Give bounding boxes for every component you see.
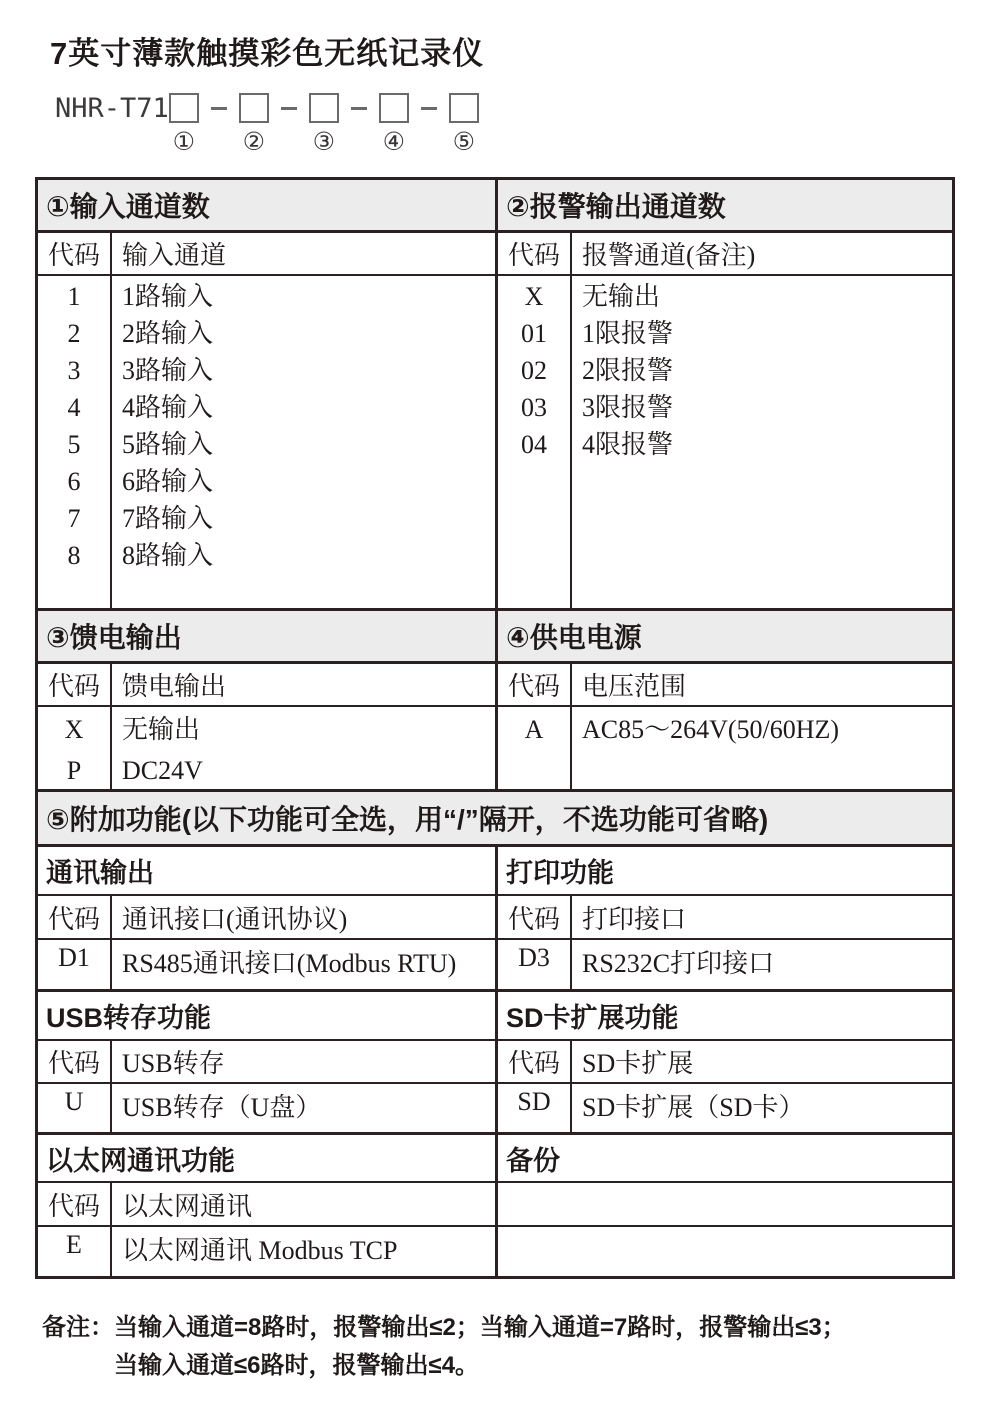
model-slot-1 <box>169 93 199 155</box>
dash-separator <box>211 107 227 110</box>
section2-columns <box>495 233 952 274</box>
code-cell: 04 <box>521 430 547 459</box>
desc-column-header: 馈电输出 <box>122 672 227 701</box>
code-cell: U <box>38 1084 112 1132</box>
desc-column-header: SD卡扩展 <box>582 1049 694 1078</box>
print-columns <box>495 896 952 938</box>
backup-empty-cell <box>495 1183 952 1225</box>
data-row-comm-print <box>38 940 952 989</box>
model-slot-2 <box>239 93 269 155</box>
section3-columns <box>38 664 495 705</box>
backup-subheader: 备份 <box>495 1135 952 1181</box>
desc-cell: SD卡扩展（SD卡） <box>582 1093 805 1122</box>
sd-subheader: SD卡扩展功能 <box>495 992 952 1039</box>
column-header-row-usb-sd <box>38 1041 952 1084</box>
desc-cell: RS485通讯接口(Modbus RTU) <box>122 949 457 978</box>
section1-columns <box>38 233 495 274</box>
dash-separator <box>351 107 367 110</box>
model-slot-3 <box>309 93 339 155</box>
code-cell: D1 <box>38 940 112 989</box>
model-slot-4 <box>379 93 409 155</box>
column-header-row-3-4 <box>38 664 952 707</box>
backup-empty-cell <box>495 1227 952 1276</box>
comm-data <box>38 940 495 989</box>
model-slot-box <box>449 93 479 123</box>
print-subheader: 打印功能 <box>495 847 952 894</box>
desc-cell: RS232C打印接口 <box>582 949 775 978</box>
note-line-2: 当输入通道≤6路时，报警输出≤4。 <box>114 1352 480 1379</box>
section1-codes <box>38 276 112 608</box>
model-slot-number: ⑤ <box>452 127 475 156</box>
code-cell: E <box>38 1227 112 1276</box>
print-data <box>495 940 952 989</box>
section4-title: ④供电电源 <box>495 611 952 661</box>
desc-cell: 无输出 <box>582 282 661 311</box>
column-header-row-comm-print <box>38 896 952 940</box>
code-column-header: 代码 <box>498 896 572 938</box>
desc-cell: AC85～264V(50/60HZ) <box>582 715 840 744</box>
code-cell: 1 <box>67 282 81 311</box>
section5-header-row <box>38 789 952 847</box>
desc-cell: 3限报警 <box>582 393 674 422</box>
model-slot-number: ① <box>172 127 195 156</box>
code-column-header: 代码 <box>38 233 112 274</box>
desc-cell: 7路输入 <box>122 504 214 533</box>
usb-subheader: USB转存功能 <box>46 1003 212 1033</box>
section2-title: ②报警输出通道数 <box>495 180 952 230</box>
section3-codes <box>38 707 112 791</box>
section1-title: ①输入通道数 <box>46 191 210 222</box>
desc-cell: USB转存（U盘） <box>122 1093 322 1122</box>
column-header-row-1-2 <box>38 233 952 276</box>
desc-cell: 6路输入 <box>122 467 214 496</box>
usb-data <box>38 1084 495 1132</box>
model-slot-box <box>169 93 199 123</box>
page-title: 7英寸薄款触摸彩色无纸记录仪 <box>50 36 485 71</box>
code-column-header: 代码 <box>498 1041 572 1082</box>
code-cell: SD <box>498 1084 572 1132</box>
code-column-header: 代码 <box>38 1041 112 1082</box>
footer-note <box>42 1309 990 1385</box>
model-code-line <box>55 93 990 155</box>
section1-descs <box>112 276 495 608</box>
section-header-row-3-4 <box>38 608 952 664</box>
code-cell: 03 <box>521 393 547 422</box>
model-slot-number: ④ <box>382 127 405 156</box>
note-line-1: 当输入通道=8路时，报警输出≤2；当输入通道=7路时，报警输出≤3； <box>114 1314 846 1341</box>
usb-columns <box>38 1041 495 1082</box>
section4-codes <box>498 707 572 789</box>
note-lines <box>114 1309 846 1385</box>
code-cell: 4 <box>67 393 81 422</box>
code-column-header: 代码 <box>498 233 572 274</box>
code-cell: P <box>66 756 82 785</box>
dash-separator <box>281 107 297 110</box>
desc-cell: 无输出 <box>122 715 201 744</box>
comm-subheader: 通讯输出 <box>46 858 154 888</box>
model-slot-5 <box>449 93 479 155</box>
code-cell: 2 <box>67 319 81 348</box>
model-slot-number: ③ <box>312 127 335 156</box>
section2-descs <box>572 276 952 608</box>
section3-descs <box>112 707 495 791</box>
code-cell: A <box>524 715 544 744</box>
ordering-spec-table <box>35 177 955 1279</box>
section4-descs <box>572 707 952 789</box>
desc-column-header: 以太网通讯 <box>122 1191 253 1221</box>
code-cell: 02 <box>521 356 547 385</box>
sd-columns <box>495 1041 952 1082</box>
desc-cell: 2路输入 <box>122 319 214 348</box>
code-cell: D3 <box>498 940 572 989</box>
code-cell: X <box>64 715 84 744</box>
ethernet-subheader: 以太网通讯功能 <box>46 1145 235 1176</box>
code-cell: 6 <box>67 467 81 496</box>
section5-title: ⑤附加功能(以下功能可全选，用“/”隔开，不选功能可省略) <box>46 804 769 835</box>
desc-cell: 4路输入 <box>122 393 214 422</box>
code-cell: X <box>524 282 544 311</box>
model-slot-box <box>239 93 269 123</box>
model-slot-box <box>309 93 339 123</box>
dash-separator <box>421 107 437 110</box>
data-row-usb-sd <box>38 1084 952 1132</box>
code-cell: 5 <box>67 430 81 459</box>
desc-cell: 4限报警 <box>582 430 674 459</box>
data-row-eth-backup <box>38 1227 952 1276</box>
code-cell: 8 <box>67 541 81 570</box>
code-column-header: 代码 <box>38 896 112 938</box>
code-column-header: 代码 <box>38 1183 112 1225</box>
model-prefix: NHR-T71 <box>55 93 169 124</box>
body-row-1-2 <box>38 276 952 608</box>
subheader-row-comm-print <box>38 847 952 896</box>
code-cell: 01 <box>521 319 547 348</box>
column-header-row-eth-backup <box>38 1183 952 1227</box>
code-column-header: 代码 <box>38 664 112 705</box>
comm-columns <box>38 896 495 938</box>
model-slot-number: ② <box>242 127 265 156</box>
code-column-header: 代码 <box>498 664 572 705</box>
section4-columns <box>495 664 952 705</box>
desc-column-header: 输入通道 <box>122 241 227 270</box>
desc-cell: 5路输入 <box>122 430 214 459</box>
desc-cell: 以太网通讯 Modbus TCP <box>122 1236 398 1265</box>
desc-cell: 1限报警 <box>582 319 674 348</box>
desc-column-header: USB转存 <box>122 1049 225 1078</box>
section-header-row-1-2 <box>38 180 952 233</box>
section3-title: ③馈电输出 <box>46 622 182 653</box>
section2-codes <box>498 276 572 608</box>
desc-cell: 1路输入 <box>122 282 214 311</box>
subheader-row-usb-sd <box>38 989 952 1041</box>
code-cell: 7 <box>67 504 81 533</box>
desc-cell: DC24V <box>122 756 203 785</box>
code-cell: 3 <box>67 356 81 385</box>
desc-column-header: 报警通道(备注) <box>582 241 756 270</box>
desc-cell: 2限报警 <box>582 356 674 385</box>
model-slot-box <box>379 93 409 123</box>
desc-column-header: 打印接口 <box>582 904 687 934</box>
subheader-row-eth-backup <box>38 1132 952 1183</box>
desc-column-header: 电压范围 <box>582 672 687 701</box>
ethernet-columns <box>38 1183 495 1225</box>
sd-data <box>495 1084 952 1132</box>
desc-cell: 3路输入 <box>122 356 214 385</box>
section3-body <box>38 707 495 789</box>
section2-body <box>495 276 952 608</box>
section4-body <box>495 707 952 789</box>
body-row-3-4 <box>38 707 952 789</box>
note-label: 备注： <box>42 1314 114 1341</box>
ethernet-data <box>38 1227 495 1276</box>
section1-body <box>38 276 495 608</box>
desc-cell: 8路输入 <box>122 541 214 570</box>
desc-column-header: 通讯接口(通讯协议) <box>122 904 348 934</box>
